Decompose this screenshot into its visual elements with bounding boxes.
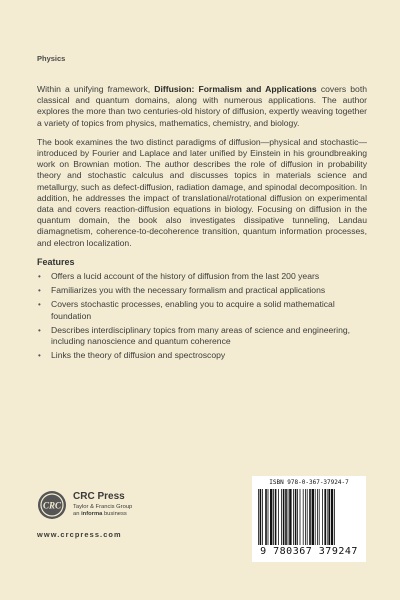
business-suffix: business	[102, 511, 127, 517]
barcode-icon	[258, 489, 360, 545]
barcode-bar	[295, 489, 297, 545]
publisher-block	[37, 484, 177, 544]
barcode-bar	[319, 489, 320, 545]
category-label: Physics	[37, 54, 66, 63]
barcode-bar	[315, 489, 316, 545]
barcode-bar	[331, 489, 333, 545]
features-heading: Features	[37, 256, 75, 267]
bullet-icon: •	[38, 286, 41, 296]
barcode-bar	[273, 489, 274, 545]
feature-item	[37, 271, 367, 282]
intro-paragraph	[37, 84, 367, 129]
barcode-bar	[312, 489, 314, 545]
crc-logo-icon	[37, 490, 67, 520]
barcode-bar	[305, 489, 306, 545]
barcode-bar	[285, 489, 287, 545]
barcode-bar	[324, 489, 326, 545]
barcode-digits: 9 780367 379247	[260, 546, 358, 557]
barcode-bar	[322, 489, 323, 545]
book-title: Diffusion: Formalism and Applications	[154, 84, 317, 94]
barcode-bar	[303, 489, 304, 545]
bullet-icon: •	[38, 325, 41, 335]
barcode-bar	[334, 489, 335, 545]
barcode-bar	[268, 489, 269, 545]
feature-text: Links the theory of diffusion and spectroscopy	[51, 350, 226, 361]
feature-item	[37, 350, 367, 361]
barcode-bar	[328, 489, 330, 545]
barcode-bar	[300, 489, 301, 545]
barcode-bar	[307, 489, 308, 545]
feature-item	[37, 285, 367, 296]
barcode-bar	[278, 489, 279, 545]
intro-suffix: covers both classical and quantum domains, along with numerous applications. The author explores the more than two centuries-old history of diffusion, expertly weaving together a variety of topics from physics, mathematics, chemistry, and biology.	[37, 84, 367, 128]
barcode-bar	[283, 489, 285, 545]
barcode-bar	[265, 489, 267, 545]
feature-text: Familiarizes you with the necessary formalism and practical applications	[51, 285, 326, 296]
barcode-bar	[288, 489, 289, 545]
barcode-bar	[281, 489, 282, 545]
barcode-bar	[297, 489, 298, 545]
barcode-bar	[309, 489, 311, 545]
features-list	[37, 271, 367, 361]
feature-text: Covers stochastic processes, enabling you to acquire a solid mathematical foundation	[51, 299, 335, 321]
bullet-icon: •	[38, 351, 41, 361]
description	[37, 84, 367, 364]
intro-prefix: Within a unifying framework,	[37, 84, 155, 94]
feature-item	[37, 299, 367, 321]
publisher-business	[73, 511, 127, 517]
barcode-bar	[260, 489, 262, 545]
logo-text: CRC	[42, 500, 62, 511]
barcode-bar	[327, 489, 328, 545]
barcode-bar	[289, 489, 291, 545]
feature-text: Describes interdisciplinary topics from many areas of science and engineering, including nanoscience and quantum coherence	[51, 324, 351, 347]
isbn-label: ISBN 978-0-367-37924-7	[269, 479, 349, 486]
barcode-bar	[275, 489, 277, 545]
feature-text: Offers a lucid account of the history of diffusion from the last 200 years	[51, 271, 320, 282]
bullet-icon: •	[38, 300, 41, 310]
publisher-name: CRC Press	[73, 491, 125, 502]
publisher-group: Taylor & Francis Group	[73, 504, 133, 510]
barcode-bar	[262, 489, 263, 545]
publisher-url: www.crcpress.com	[37, 530, 122, 539]
business-brand: informa	[81, 511, 103, 517]
feature-item	[37, 325, 367, 347]
barcode-block	[252, 476, 366, 562]
barcode-bar	[293, 489, 294, 545]
barcode-bar	[270, 489, 272, 545]
second-paragraph: The book examines the two distinct paradigms of diffusion—physical and stochastic—introduced by Fourier and Laplace and later unified by Einstein in his groundbreaking work on Brownian motion. The author describes the role of diffusion in probability theory and stochastic calculus and discusses topics in materials science and metallurgy, such as defect-diffusion, radiation damage, and spinodal decomposition. In addition, he addresses the impact of translational/rotational diffusion on experimental data and covers reaction-diffusion equations in biology. Focusing on diffusion in the quantum domain, the book also investigates dissipative tunneling, Landau diamagnetism, coherence-to-decoherence transition, quantum information processes, and electron localization.	[37, 136, 367, 248]
barcode-bar	[317, 489, 318, 545]
bullet-icon: •	[38, 272, 41, 282]
barcode-bar	[258, 489, 259, 545]
business-prefix: an	[73, 511, 82, 517]
